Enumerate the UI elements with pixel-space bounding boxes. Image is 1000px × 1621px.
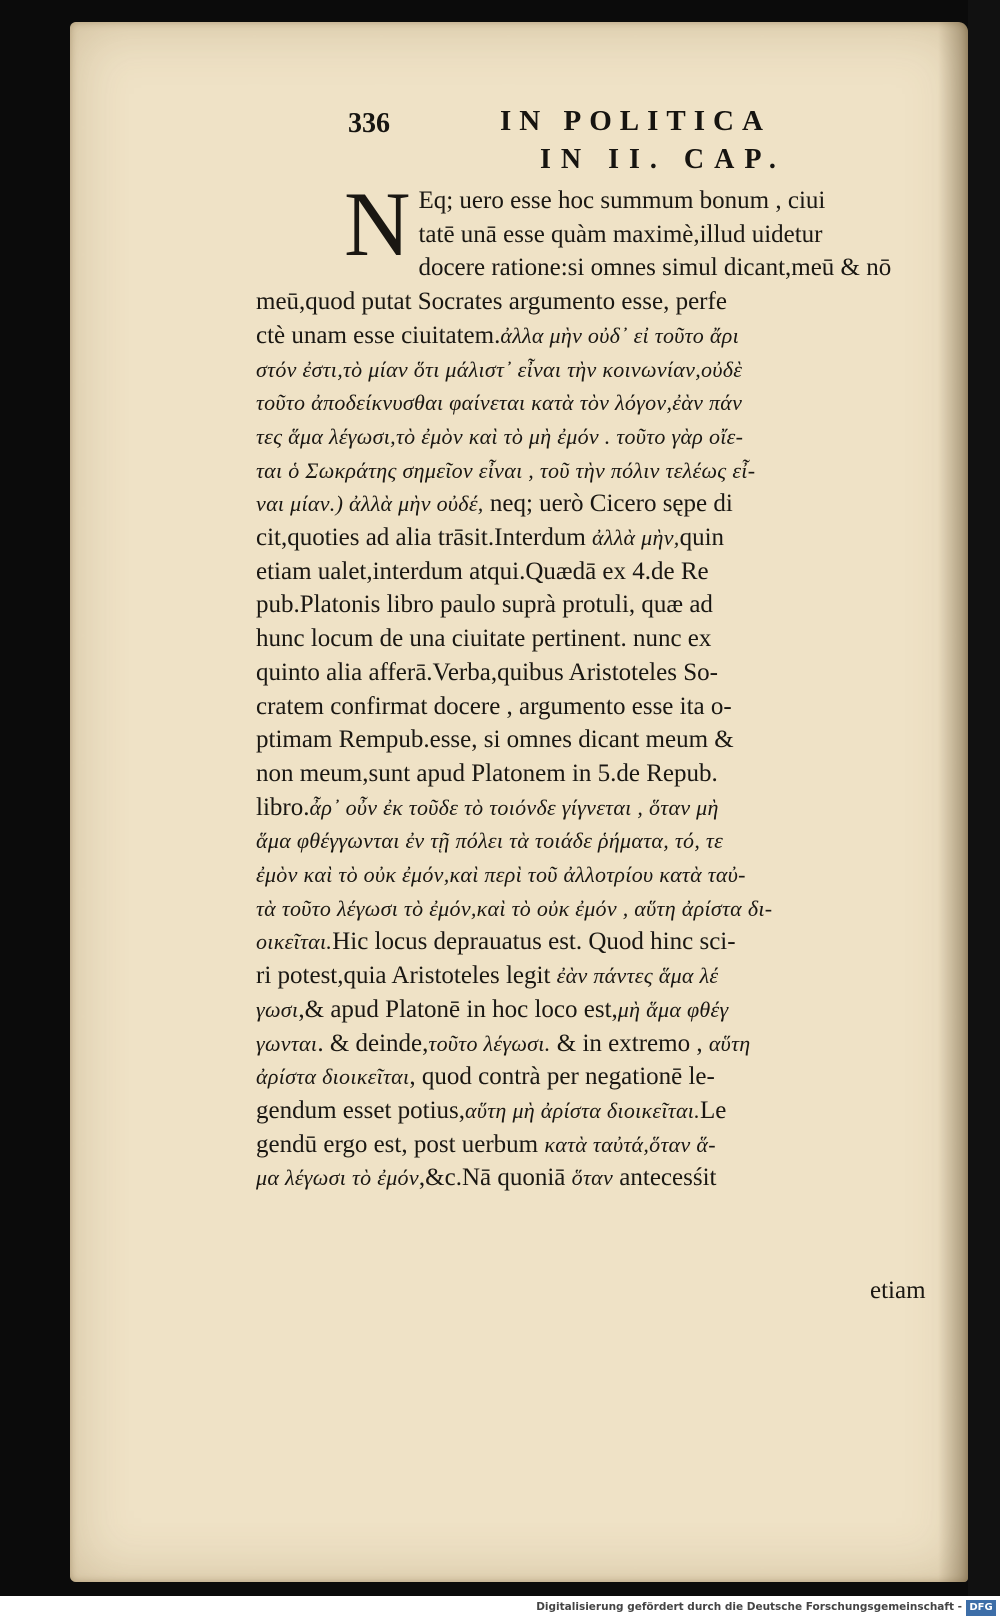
- chapter-heading: IN II. CAP.: [540, 144, 786, 175]
- greek-text: στόν ἐστι,τὸ μίαν ὅτι μάλιστ᾽ εἶναι τὴν κοινωνίαν,οὐδὲ: [256, 356, 743, 382]
- funding-credit: Digitalisierung gefördert durch die Deutsche Forschungsgemeinschaft -: [536, 1601, 962, 1613]
- text-line: libro.ἆρ᾽ οὖν ἐκ τοῦδε τὸ τοιόνδε γίγνεται , ὅταν μὴ: [256, 793, 719, 821]
- text-line: [256, 353, 948, 387]
- greek-text: ἐμὸν καὶ τὸ οὐκ ἐμόν,καὶ περὶ τοῦ ἀλλοτρίου κατὰ ταὐ-: [256, 862, 746, 888]
- text-line: οικεῖται.Hic locus deprauatus est. Quod hinc sci-: [256, 928, 736, 956]
- greek-text: μα λέγωσι τὸ ἐμόν: [256, 1165, 419, 1191]
- greek-text: μὴ ἅμα φθέγ: [617, 996, 729, 1022]
- text-line: etiam ualet,interdum atqui.Quædā ex 4.de Re: [256, 557, 709, 585]
- greek-text: ἆρ᾽ οὖν ἐκ τοῦδε τὸ τοιόνδε γίγνεται , ὅταν μὴ: [309, 794, 719, 820]
- greek-text: τοῦτο ἀποδείκνυσθαι φαίνεται κατὰ τὸν λόγον,ἐὰν πάν: [256, 390, 743, 416]
- greek-text: ἀρίστα διοικεῖται: [256, 1064, 410, 1090]
- greek-text: ἀλλὰ μὴν,: [592, 525, 680, 551]
- text-line: tatē unā esse quàm maximè,illud uidetur: [418, 220, 823, 248]
- text-line: quinto alia afferā.Verba,quibus Aristoteles So-: [256, 658, 718, 686]
- text-line: non meum,sunt apud Platonem in 5.de Repub.: [256, 759, 718, 787]
- text-line: γωσι,& apud Platonē in hoc loco est,μὴ ἅμα φθέγ: [256, 995, 729, 1023]
- text-line: [256, 454, 948, 488]
- text-line: γωνται. & deinde,τοῦτο λέγωσι. & in extremo , αὕτη: [256, 1029, 751, 1057]
- text-line: ctè unam esse ciuitatem.ἀλλα μὴν οὐδ᾽ εἰ τοῦτο ἄρι: [256, 321, 740, 349]
- text-line: cratem confirmat docere , argumento esse ita o-: [256, 692, 732, 720]
- greek-text: ὅταν: [571, 1165, 614, 1191]
- text-line: [256, 892, 948, 926]
- greek-text: γωσι: [256, 996, 299, 1022]
- greek-text: τοῦτο λέγωσι.: [428, 1030, 551, 1056]
- text-line: Eq; uero esse hoc summum bonum , ciui: [418, 187, 826, 214]
- text-line: [256, 824, 948, 858]
- dfg-logo[interactable]: DFG: [966, 1600, 996, 1616]
- text-line: ptimam Rempub.esse, si omnes dicant meum &: [256, 726, 734, 754]
- text-line: meū,quod putat Socrates argumento esse, perfe: [256, 288, 727, 316]
- drop-initial: N: [344, 173, 411, 275]
- book-spine: [968, 0, 1000, 1621]
- text-line: ναι μίαν.) ἀλλὰ μὴν οὐδέ, neq; uerò Cicero sępe di: [256, 490, 733, 518]
- body-text: [256, 173, 948, 1195]
- text-line: pub.Platonis libro paulo suprà protuli, quæ ad: [256, 591, 713, 619]
- greek-text: ναι μίαν.) ἀλλὰ μὴν οὐδέ,: [256, 491, 484, 517]
- greek-text: ἀλλα μὴν οὐδ᾽ εἰ τοῦτο ἄρι: [500, 322, 740, 348]
- greek-text: οικεῖται.: [256, 929, 333, 955]
- text-line: [256, 386, 948, 420]
- greek-text: τες ἅμα λέγωσι,τὸ ἐμὸν καὶ τὸ μὴ ἐμόν . τοῦτο γὰρ οἴε-: [256, 423, 744, 449]
- greek-text: ται ὁ Σωκράτης σημεῖον εἶναι , τοῦ τὴν πόλιν τελέως εἶ-: [256, 457, 756, 483]
- text-line: [256, 420, 948, 454]
- text-line: docere ratione:si omnes simul dicant,meū & nō: [418, 254, 892, 282]
- text-line: ri potest,quia Aristoteles legit ἐὰν πάντες ἅμα λέ: [256, 962, 719, 990]
- running-title: IN POLITICA: [500, 105, 771, 137]
- greek-text: γωνται: [256, 1030, 318, 1056]
- text-line: cit,quoties ad alia trāsit.Interdum ἀλλὰ μὴν,quin: [256, 524, 725, 552]
- text-line: gendum esset potius,αὕτη μὴ ἀρίστα διοικεῖται.Le: [256, 1096, 727, 1124]
- greek-text: αὕτη: [708, 1030, 751, 1056]
- text-line: hunc locum de una ciuitate pertinent. nunc ex: [256, 625, 712, 653]
- text-line: gendū ergo est, post uerbum κατὰ ταὐτά,ὅταν ἅ-: [256, 1130, 716, 1158]
- text-line: μα λέγωσι τὸ ἐμόν,&c.Nā quoniā ὅταν antecesśit: [256, 1164, 717, 1192]
- greek-text: τὰ τοῦτο λέγωσι τὸ ἐμόν,καὶ τὸ οὐκ ἐμόν , αὕτη ἀρίστα δι-: [256, 895, 773, 921]
- greek-text: κατὰ ταὐτά,ὅταν ἅ-: [544, 1131, 716, 1157]
- catchword: etiam: [870, 1277, 926, 1304]
- greek-text: ἅμα φθέγγωνται ἐν τῇ πόλει τὰ τοιάδε ῥήματα, τό, τε: [256, 828, 724, 854]
- greek-text: αὕτη μὴ ἀρίστα διοικεῖται.: [465, 1097, 701, 1123]
- page-number: 336: [348, 108, 390, 139]
- text-line: [256, 858, 948, 892]
- digitization-footer: [0, 1596, 1000, 1621]
- greek-text: ἐὰν πάντες ἅμα λέ: [556, 963, 719, 989]
- text-line: ἀρίστα διοικεῖται, quod contrà per negationē le-: [256, 1063, 715, 1091]
